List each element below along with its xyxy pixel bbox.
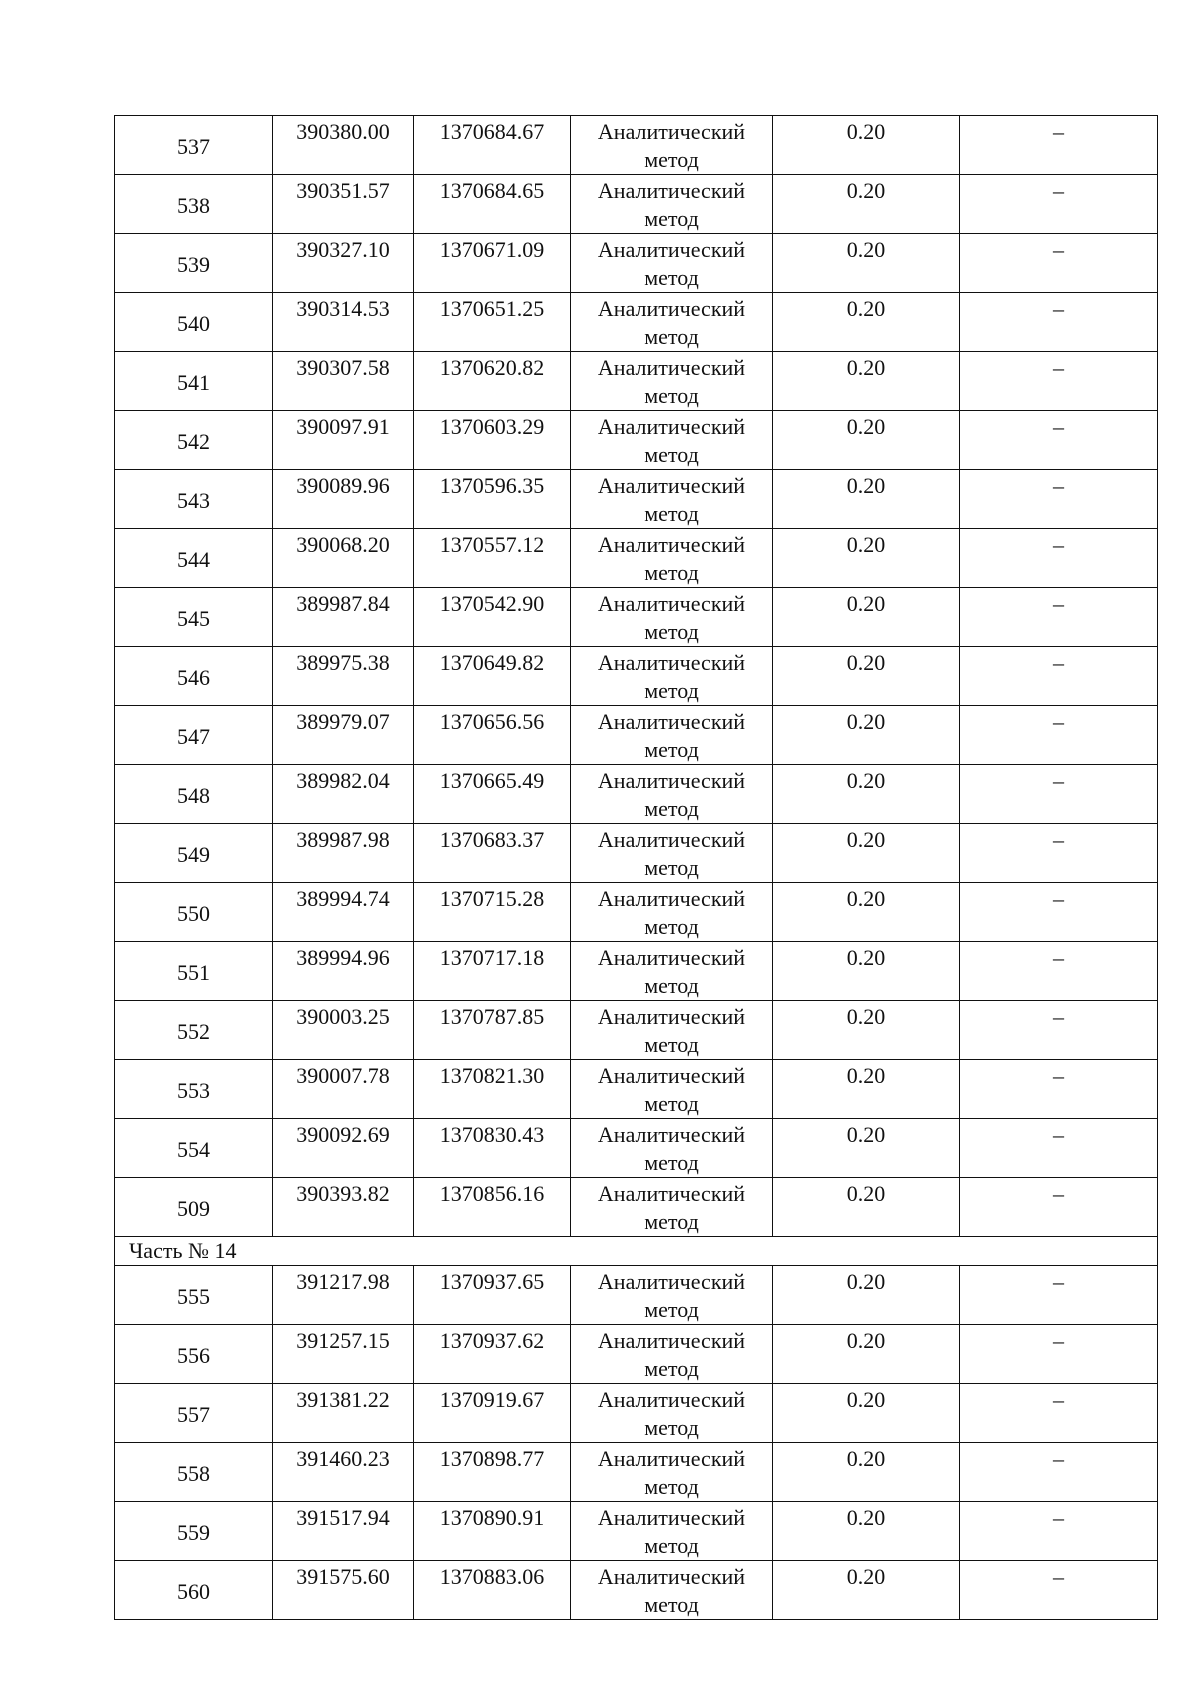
coordinate-y-cell: 1370717.18 [414,942,571,1001]
point-number-cell: 559 [115,1502,273,1561]
note-cell: – [960,1266,1158,1325]
coordinate-x-cell: 390327.10 [273,234,414,293]
method-cell [571,529,773,588]
accuracy-cell: 0.20 [773,1060,960,1119]
table-row [115,1443,1158,1502]
coordinate-y-cell: 1370683.37 [414,824,571,883]
point-number-cell: 557 [115,1384,273,1443]
method-cell [571,293,773,352]
accuracy-cell: 0.20 [773,1325,960,1384]
method-cell [571,824,773,883]
method-line-2: метод [644,501,699,526]
method-cell [571,588,773,647]
coordinate-x-cell: 391575.60 [273,1561,414,1620]
table-row [115,411,1158,470]
table-row [115,765,1158,824]
method-line-1: Аналитический [597,237,746,262]
coordinates-table-body [115,116,1158,1620]
method-line-2: метод [644,265,699,290]
point-number-cell: 544 [115,529,273,588]
point-number-cell: 549 [115,824,273,883]
coordinate-x-cell: 390307.58 [273,352,414,411]
coordinate-x-cell: 390007.78 [273,1060,414,1119]
accuracy-cell: 0.20 [773,1384,960,1443]
table-row [115,1561,1158,1620]
table-row [115,1325,1158,1384]
coordinate-x-cell: 390003.25 [273,1001,414,1060]
coordinate-y-cell: 1370596.35 [414,470,571,529]
note-cell: – [960,824,1158,883]
note-cell: – [960,588,1158,647]
coordinate-x-cell: 389987.84 [273,588,414,647]
accuracy-cell: 0.20 [773,1502,960,1561]
note-cell: – [960,706,1158,765]
accuracy-cell: 0.20 [773,765,960,824]
method-line-2: метод [644,147,699,172]
table-row [115,1502,1158,1561]
coordinate-x-cell: 390097.91 [273,411,414,470]
accuracy-cell: 0.20 [773,647,960,706]
method-line-1: Аналитический [597,296,746,321]
table-row [115,647,1158,706]
method-cell [571,175,773,234]
table-row [115,1060,1158,1119]
method-line-2: метод [644,1032,699,1057]
coordinate-x-cell: 390351.57 [273,175,414,234]
method-line-2: метод [644,1297,699,1322]
method-line-2: метод [644,1356,699,1381]
point-number-cell: 553 [115,1060,273,1119]
point-number-cell: 509 [115,1178,273,1237]
method-line-1: Аналитический [597,1328,746,1353]
coordinate-x-cell: 389975.38 [273,647,414,706]
coordinate-y-cell: 1370715.28 [414,883,571,942]
note-cell: – [960,1325,1158,1384]
method-line-1: Аналитический [597,945,746,970]
method-cell [571,883,773,942]
note-cell: – [960,175,1158,234]
method-line-2: метод [644,560,699,585]
method-cell [571,411,773,470]
method-line-1: Аналитический [597,1122,746,1147]
accuracy-cell: 0.20 [773,1266,960,1325]
table-row [115,352,1158,411]
accuracy-cell: 0.20 [773,824,960,883]
coordinate-y-cell: 1370937.65 [414,1266,571,1325]
point-number-cell: 538 [115,175,273,234]
method-line-2: метод [644,619,699,644]
point-number-cell: 555 [115,1266,273,1325]
coordinate-y-cell: 1370649.82 [414,647,571,706]
coordinate-x-cell: 391217.98 [273,1266,414,1325]
coordinate-y-cell: 1370898.77 [414,1443,571,1502]
coordinate-y-cell: 1370542.90 [414,588,571,647]
coordinate-y-cell: 1370620.82 [414,352,571,411]
coordinate-y-cell: 1370557.12 [414,529,571,588]
method-cell [571,1384,773,1443]
point-number-cell: 556 [115,1325,273,1384]
method-cell [571,1001,773,1060]
method-line-2: метод [644,1209,699,1234]
coordinate-y-cell: 1370656.56 [414,706,571,765]
coordinate-x-cell: 390092.69 [273,1119,414,1178]
note-cell: – [960,1384,1158,1443]
coordinate-x-cell: 390314.53 [273,293,414,352]
coordinate-x-cell: 390393.82 [273,1178,414,1237]
note-cell: – [960,1561,1158,1620]
coordinate-y-cell: 1370684.65 [414,175,571,234]
table-row [115,529,1158,588]
method-line-1: Аналитический [597,1063,746,1088]
section-row [115,1237,1158,1266]
method-line-1: Аналитический [597,650,746,675]
method-line-1: Аналитический [597,1004,746,1029]
point-number-cell: 554 [115,1119,273,1178]
accuracy-cell: 0.20 [773,1119,960,1178]
coordinate-x-cell: 390068.20 [273,529,414,588]
point-number-cell: 541 [115,352,273,411]
coordinate-y-cell: 1370856.16 [414,1178,571,1237]
method-line-2: метод [644,678,699,703]
method-line-1: Аналитический [597,178,746,203]
note-cell: – [960,1443,1158,1502]
point-number-cell: 540 [115,293,273,352]
method-line-1: Аналитический [597,591,746,616]
coordinate-x-cell: 389994.96 [273,942,414,1001]
accuracy-cell: 0.20 [773,706,960,765]
method-cell [571,116,773,175]
table-row [115,1266,1158,1325]
point-number-cell: 547 [115,706,273,765]
accuracy-cell: 0.20 [773,883,960,942]
method-line-1: Аналитический [597,1181,746,1206]
note-cell: – [960,1502,1158,1561]
method-line-2: метод [644,1592,699,1617]
table-row [115,175,1158,234]
method-cell [571,706,773,765]
table-row [115,1178,1158,1237]
method-line-2: метод [644,1415,699,1440]
accuracy-cell: 0.20 [773,293,960,352]
point-number-cell: 558 [115,1443,273,1502]
coordinate-y-cell: 1370603.29 [414,411,571,470]
method-cell [571,234,773,293]
table-row [115,883,1158,942]
coordinates-table [114,115,1158,1620]
note-cell: – [960,1001,1158,1060]
coordinate-y-cell: 1370890.91 [414,1502,571,1561]
table-row [115,1001,1158,1060]
method-line-2: метод [644,914,699,939]
table-row [115,706,1158,765]
coordinate-x-cell: 389982.04 [273,765,414,824]
accuracy-cell: 0.20 [773,175,960,234]
accuracy-cell: 0.20 [773,1561,960,1620]
method-line-1: Аналитический [597,709,746,734]
table-row [115,116,1158,175]
coordinate-y-cell: 1370671.09 [414,234,571,293]
note-cell: – [960,1178,1158,1237]
method-line-1: Аналитический [597,1387,746,1412]
method-line-1: Аналитический [597,473,746,498]
coordinate-x-cell: 389987.98 [273,824,414,883]
note-cell: – [960,647,1158,706]
table-row [115,824,1158,883]
method-cell [571,1266,773,1325]
method-line-1: Аналитический [597,532,746,557]
table-row [115,1119,1158,1178]
table-row [115,588,1158,647]
note-cell: – [960,352,1158,411]
method-line-2: метод [644,442,699,467]
method-cell [571,1060,773,1119]
point-number-cell: 552 [115,1001,273,1060]
method-cell [571,1502,773,1561]
point-number-cell: 548 [115,765,273,824]
accuracy-cell: 0.20 [773,529,960,588]
accuracy-cell: 0.20 [773,588,960,647]
accuracy-cell: 0.20 [773,1178,960,1237]
method-cell [571,1443,773,1502]
method-line-2: метод [644,1150,699,1175]
note-cell: – [960,529,1158,588]
point-number-cell: 546 [115,647,273,706]
method-line-2: метод [644,206,699,231]
coordinate-y-cell: 1370665.49 [414,765,571,824]
method-line-1: Аналитический [597,827,746,852]
accuracy-cell: 0.20 [773,352,960,411]
coordinate-y-cell: 1370821.30 [414,1060,571,1119]
section-label: Часть № 14 [115,1237,1158,1266]
coordinate-x-cell: 391257.15 [273,1325,414,1384]
note-cell: – [960,293,1158,352]
accuracy-cell: 0.20 [773,116,960,175]
method-cell [571,352,773,411]
method-line-1: Аналитический [597,119,746,144]
method-line-2: метод [644,1091,699,1116]
method-line-1: Аналитический [597,1269,746,1294]
coordinate-x-cell: 391381.22 [273,1384,414,1443]
method-line-1: Аналитический [597,1564,746,1589]
coordinate-y-cell: 1370883.06 [414,1561,571,1620]
point-number-cell: 550 [115,883,273,942]
accuracy-cell: 0.20 [773,1443,960,1502]
coordinate-x-cell: 390380.00 [273,116,414,175]
point-number-cell: 542 [115,411,273,470]
method-cell [571,647,773,706]
accuracy-cell: 0.20 [773,942,960,1001]
point-number-cell: 551 [115,942,273,1001]
method-cell [571,942,773,1001]
point-number-cell: 539 [115,234,273,293]
table-row [115,293,1158,352]
note-cell: – [960,234,1158,293]
method-line-2: метод [644,383,699,408]
coordinate-x-cell: 391517.94 [273,1502,414,1561]
note-cell: – [960,1119,1158,1178]
method-cell [571,1178,773,1237]
accuracy-cell: 0.20 [773,234,960,293]
note-cell: – [960,942,1158,1001]
note-cell: – [960,1060,1158,1119]
table-row [115,470,1158,529]
coordinate-y-cell: 1370651.25 [414,293,571,352]
method-cell [571,1325,773,1384]
coordinate-y-cell: 1370787.85 [414,1001,571,1060]
accuracy-cell: 0.20 [773,411,960,470]
method-line-2: метод [644,973,699,998]
method-cell [571,765,773,824]
method-line-2: метод [644,737,699,762]
coordinate-y-cell: 1370937.62 [414,1325,571,1384]
method-line-2: метод [644,324,699,349]
method-line-1: Аналитический [597,1505,746,1530]
point-number-cell: 545 [115,588,273,647]
method-line-1: Аналитический [597,1446,746,1471]
accuracy-cell: 0.20 [773,470,960,529]
note-cell: – [960,116,1158,175]
method-line-1: Аналитический [597,414,746,439]
method-line-1: Аналитический [597,886,746,911]
note-cell: – [960,411,1158,470]
coordinate-x-cell: 389979.07 [273,706,414,765]
point-number-cell: 537 [115,116,273,175]
coordinate-y-cell: 1370684.67 [414,116,571,175]
accuracy-cell: 0.20 [773,1001,960,1060]
table-row [115,234,1158,293]
method-line-2: метод [644,855,699,880]
coordinate-x-cell: 389994.74 [273,883,414,942]
coordinate-x-cell: 390089.96 [273,470,414,529]
coordinate-x-cell: 391460.23 [273,1443,414,1502]
coordinate-y-cell: 1370919.67 [414,1384,571,1443]
coordinate-y-cell: 1370830.43 [414,1119,571,1178]
method-cell [571,1561,773,1620]
point-number-cell: 543 [115,470,273,529]
method-line-2: метод [644,1533,699,1558]
method-cell [571,470,773,529]
method-line-1: Аналитический [597,355,746,380]
method-line-2: метод [644,1474,699,1499]
note-cell: – [960,883,1158,942]
method-cell [571,1119,773,1178]
table-row [115,1384,1158,1443]
table-row [115,942,1158,1001]
method-line-2: метод [644,796,699,821]
note-cell: – [960,470,1158,529]
note-cell: – [960,765,1158,824]
point-number-cell: 560 [115,1561,273,1620]
method-line-1: Аналитический [597,768,746,793]
